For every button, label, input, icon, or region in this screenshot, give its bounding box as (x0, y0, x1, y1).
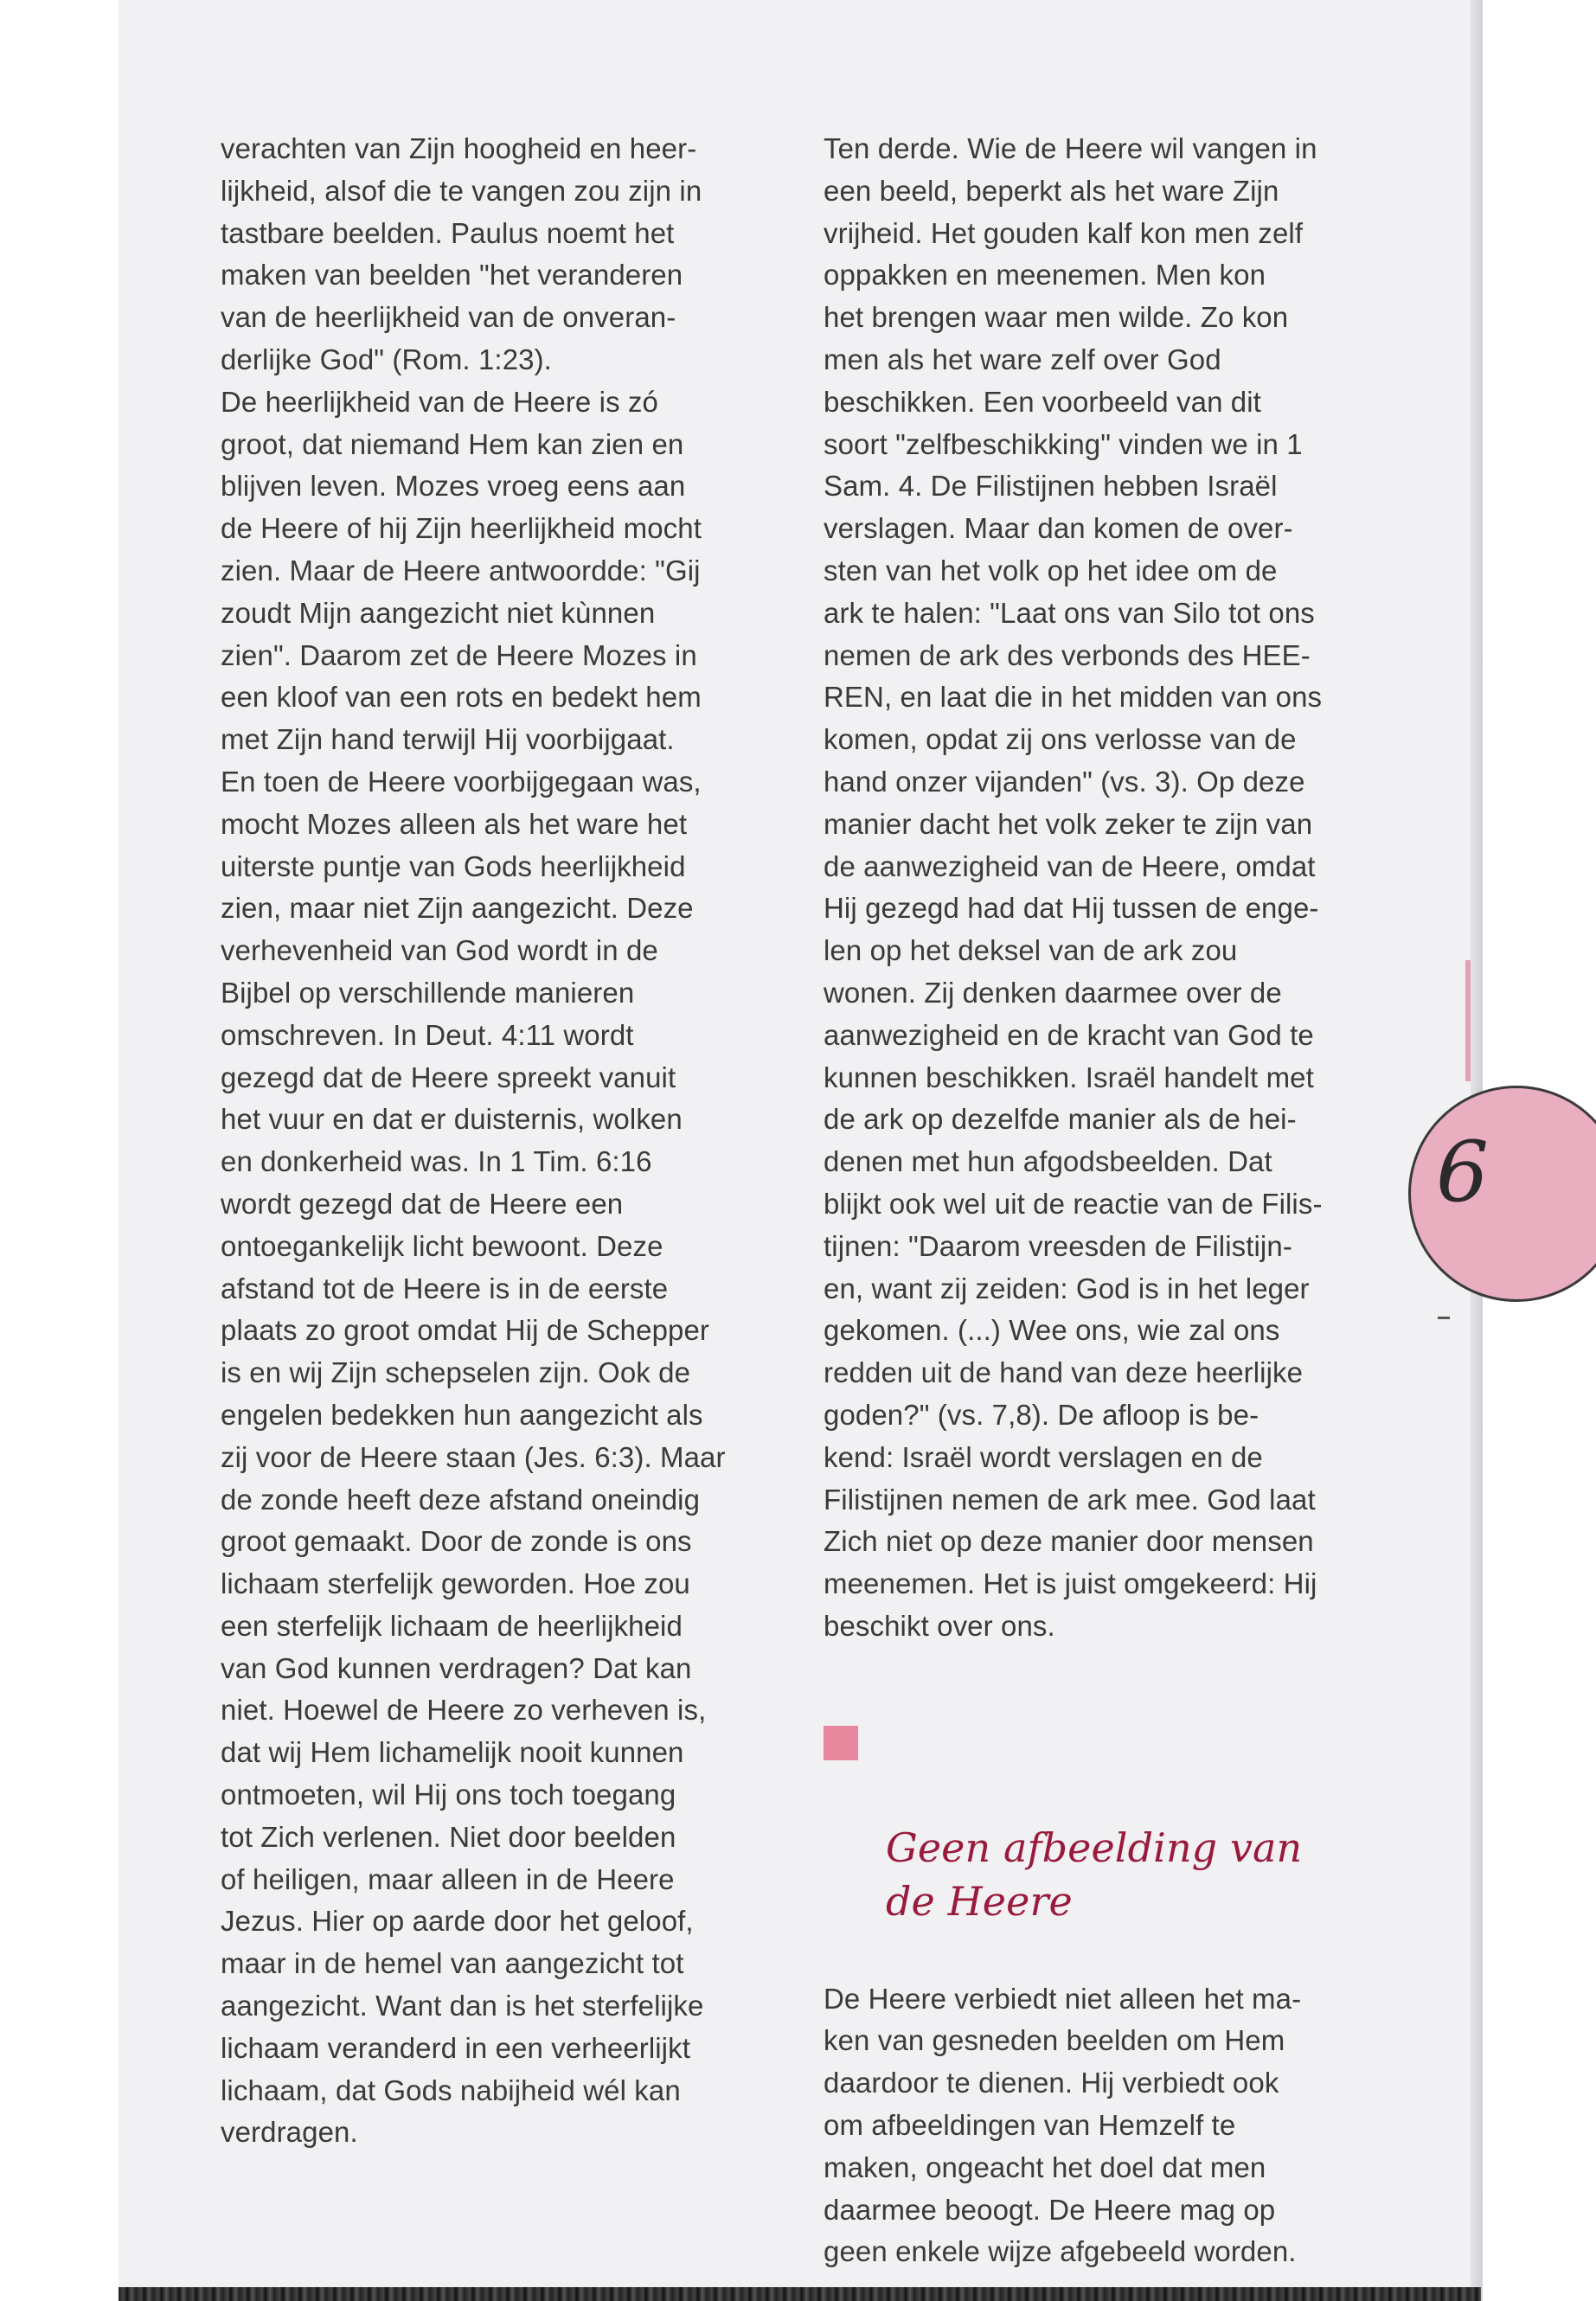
right-paragraph-2: De Heere verbiedt niet alleen het ma- ken van gesneden beelden om Hem daardoor te dienen. Hij verbiedt ook om afbeeldingen van Hemzelf te maken, ongeacht het doel dat men daarmee beoogt. De Heere mag op geen enkele wijze afgebeeld worden. (824, 1982, 1302, 2268)
left-paragraph: verachten van Zijn hoogheid en heer- lijkheid, alsof die te vangen zou zijn in tastbare beelden. Paulus noemt het maken van beelden "het veranderen van de heerlijkheid van de onveran- derlijke God" (Rom. 1:23). De heerlijkheid van de Heere is zó groot, dat niemand Hem kan zien en blijven leven. Mozes vroeg eens aan de Heere of hij Zijn heerlijkheid mocht zien. Maar de Heere antwoordde: "Gij zoudt Mijn aangezicht niet kùnnen zien". Daarom zet de Heere Mozes in een kloof van een rots en bedekt hem met Zijn hand terwijl Hij voorbijgaat. En toen de Heere voorbijgegaan was, mocht Mozes alleen als het ware het uiterste puntje van Gods heerlijkheid zien, maar niet Zijn aangezicht. Deze verhevenheid van God wordt in de Bijbel op verschillende manieren omschreven. In Deut. 4:11 wordt gezegd dat de Heere spreekt vanuit het vuur en dat er duisternis, wolken en donkerheid was. In 1 Tim. 6:16 wordt gezegd dat de Heere een ontoegankelijk licht bewoont. Deze afstand tot de Heere is in de eerste plaats zo groot omdat Hij de Schepper is en wij Zijn schepselen zijn. Ook de engelen bedekken hun aangezicht als zij voor de Heere staan (Jes. 6:3). Maar de zonde heeft deze afstand oneindig groot gemaakt. Door de zonde is ons lichaam sterfelijk geworden. Hoe zou een sterfelijk lichaam de heerlijkheid van God kunnen verdragen? Dat kan niet. Hoewel de Heere zo verheven is, dat wij Hem lichamelijk nooit kunnen ontmoeten, wil Hij ons toch toegang tot Zich verlenen. Niet door beelden of heiligen, maar alleen in de Heere Jezus. Hier op aarde door het geloof, maar in de hemel van aangezicht tot aangezicht. Want dan is het sterfelijke lichaam veranderd in een verheerlijkt lichaam, dat Gods nabijheid wél kan verdragen. (221, 132, 726, 2149)
heading-bullet-square-icon (824, 1726, 858, 1760)
section-heading-text: Geen afbeelding van de Heere (886, 1823, 1303, 1925)
chapter-tab-tick (1438, 1317, 1450, 1319)
scan-bottom-edge (119, 2287, 1481, 2301)
left-column (221, 128, 757, 2154)
chapter-number: 6 (1436, 1124, 1490, 1221)
right-paragraph-1: Ten derde. Wie de Heere wil vangen in een beeld, beperkt als het ware Zijn vrijheid. Het gouden kalf kon men zelf oppakken en meenemen. Men kon het brengen waar men wilde. Zo kon men als het ware zelf over God beschikken. Een voorbeeld van dit soort "zelfbeschikking" vinden we in 1 Sam. 4. De Filistijnen hebben Israël verslagen. Maar dan komen de over- sten van het volk op het idee om de ark te halen: "Laat ons van Silo tot ons nemen de ark des verbonds des HEE- REN, en laat die in het midden van ons komen, opdat zij ons verlosse van de hand onzer vijanden" (vs. 3). Op deze manier dacht het volk zeker te zijn van de aanwezigheid van de Heere, omdat Hij gezegd had dat Hij tussen de enge- len op het deksel van de ark zou wonen. Zij denken daarmee over de aanwezigheid en de kracht van God te kunnen beschikken. Israël handelt met de ark op dezelfde manier als de hei- denen met hun afgodsbeelden. Dat blijkt ook wel uit de reactie van de Filis- tijnen: "Daarom vreesden de Filistijn- en, want zij zeiden: God is in het leger gekomen. (...) Wee ons, wie zal ons redden uit de hand van deze heerlijke goden?" (vs. 7,8). De afloop is be- kend: Israël wordt verslagen en de Filistijnen nemen de ark mee. God laat Zich niet op deze manier door mensen meenemen. Het is juist omgekeerd: Hij beschikt over ons. (824, 132, 1323, 1642)
section-heading (824, 1714, 1360, 1928)
right-column (824, 128, 1360, 2273)
chapter-tab-marker-line (1465, 960, 1471, 1081)
